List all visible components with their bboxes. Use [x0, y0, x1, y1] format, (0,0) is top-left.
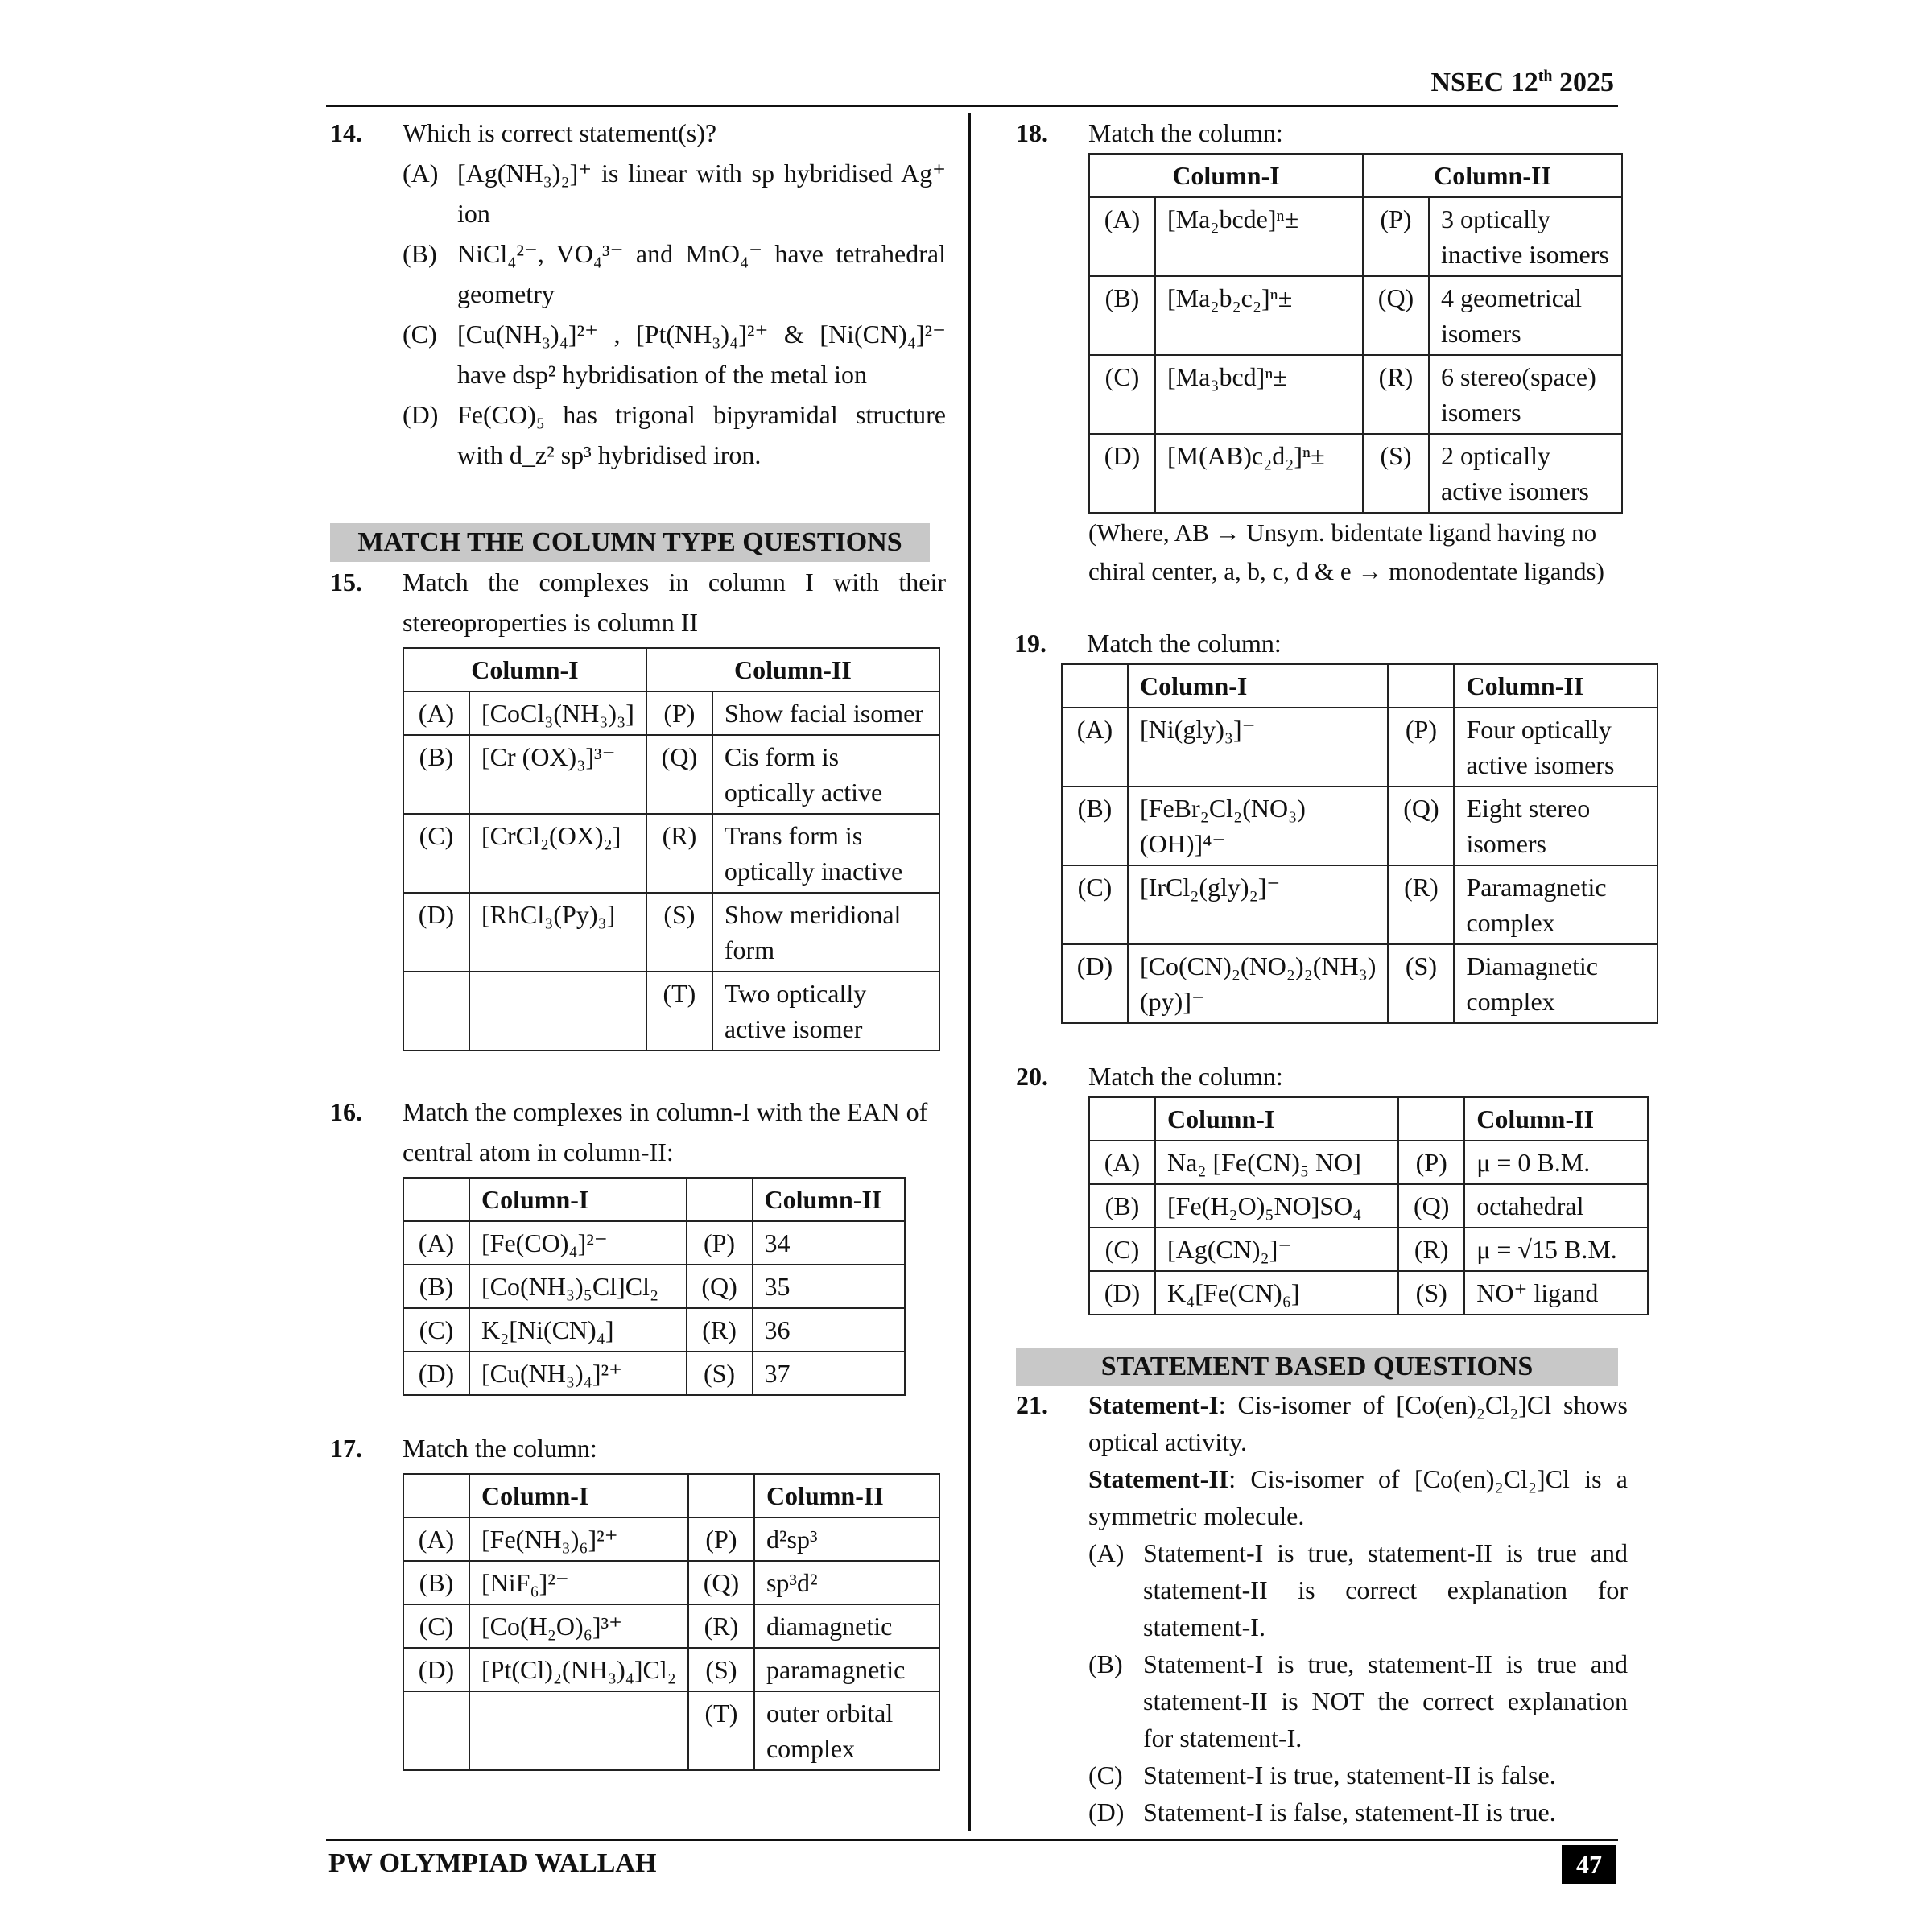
- question-stem: Which is correct statement(s)?: [402, 118, 717, 147]
- question-17: 17. Match the column: Column-I Column-II (A) [Fe(NH₃)₆]²⁺ (P) d²sp³ (B) [NiF₆]²⁻ (Q) sp³d² (C) [Co(H₂O)₆]³⁺ (R) diamagnetic (D) [Pt(Cl)₂(NH₃)₄]Cl₂ (S) paramagnetic (T) outer orbital complex: [330, 1428, 946, 1771]
- question-stem: Match the column:: [1088, 1062, 1283, 1091]
- table-row: (B) [Fe(H₂O)₅NO]SO₄ (Q) octahedral: [1089, 1184, 1648, 1228]
- statement-2: Statement-II: Cis-isomer of [Co(en)₂Cl₂]Cl is a symmetric molecule.: [1088, 1464, 1628, 1530]
- exam-title: NSEC 12th 2025: [1430, 67, 1614, 97]
- table-row: (T) Two optically active isomer: [403, 972, 939, 1051]
- table-row: (B) [Cr (OX)₃]³⁻ (Q) Cis form is optically active: [403, 735, 939, 814]
- right-column: [1016, 113, 1628, 1831]
- table-row: (C) [Ag(CN)₂]⁻ (R) μ = √15 B.M.: [1089, 1228, 1648, 1271]
- option-d: (D) Statement-I is false, statement-II is true.: [1088, 1798, 1556, 1827]
- table-row: (B) [Co(NH₃)₅Cl]Cl₂ (Q) 35: [403, 1265, 905, 1308]
- option-c: (C) Statement-I is true, statement-II is false.: [1088, 1761, 1556, 1790]
- match-table-16: Column-I Column-II (A) [Fe(CO)₄]²⁻ (P) 34 (B) [Co(NH₃)₅Cl]Cl₂ (Q) 35 (C) K₂[Ni(CN)₄] (R) 36 (D) [Cu(NH₃)₄]²⁺ (S) 37: [402, 1177, 906, 1396]
- table-row: (C) [Ma₃bcd]ⁿ± (R) 6 stereo(space) isomers: [1089, 355, 1622, 434]
- table-row: (A) [Fe(CO)₄]²⁻ (P) 34: [403, 1221, 905, 1265]
- table-row: (A) [CoCl₃(NH₃)₃] (P) Show facial isomer: [403, 691, 939, 735]
- option-b: (B) Statement-I is true, statement-II is true and statement-II is NOT the correct explanation for statement-I.: [1088, 1649, 1628, 1752]
- table-row: (A) [Ni(gly)₃]⁻ (P) Four optically active isomers: [1062, 708, 1657, 786]
- match-table-18: Column-I Column-II (A) [Ma₂bcde]ⁿ± (P) 3 optically inactive isomers (B) [Ma₂b₂c₂]ⁿ± (Q) 4 geometrical isomers (C) [Ma₃bcd]ⁿ± (R) 6 stereo(space) isomers (D) [M(AB)c₂d₂]ⁿ± (S) 2 optically active isomers: [1088, 153, 1623, 514]
- footer-rule: [326, 1839, 1618, 1841]
- table-row: (T) outer orbital complex: [403, 1691, 939, 1770]
- question-19: 19. Match the column: Column-I Column-II (A) [Ni(gly)₃]⁻ (P) Four optically active isomers (B) [FeBr₂Cl₂(NO₃)(OH)]⁴⁻ (Q) Eight stereo isomers (C) [IrCl₂(gly)₂]⁻ (R) Paramagnetic complex (D) [Co(CN)₂(NO₂)₂(NH₃)(py)]⁻ (S) Diamagnetic complex: [1014, 623, 1628, 1024]
- header-rule: [326, 105, 1618, 107]
- table-row: (A) [Ma₂bcde]ⁿ± (P) 3 optically inactive isomers: [1089, 197, 1622, 276]
- match-table-19: Column-I Column-II (A) [Ni(gly)₃]⁻ (P) Four optically active isomers (B) [FeBr₂Cl₂(NO₃)(OH)]⁴⁻ (Q) Eight stereo isomers (C) [IrCl₂(gly)₂]⁻ (R) Paramagnetic complex (D) [Co(CN)₂(NO₂)₂(NH₃)(py)]⁻ (S) Diamagnetic complex: [1061, 663, 1658, 1024]
- question-15: 15. Match the complexes in column I with their stereoproperties is column II Column-I Column-II (A) [CoCl₃(NH₃)₃] (P) Show facial isomer (B) [Cr (OX)₃]³⁻ (Q) Cis form is optically active (C) [CrCl₂(OX)₂] (R) Trans form is optically inactive (D) [RhCl₃(Py)₃] (S) Show meridional form (T) Two optically active isomer: [330, 562, 946, 1051]
- question-stem: Match the complexes in column I with their stereoproperties is column II: [402, 568, 946, 637]
- question-stem: Match the complexes in column-I with the EAN of central atom in column-II:: [402, 1097, 928, 1166]
- table-note: (Where, AB → Unsym. bidentate ligand having no chiral center, a, b, c, d & e → monodentate ligands): [1088, 518, 1604, 585]
- table-row: (D) [M(AB)c₂d₂]ⁿ± (S) 2 optically active isomers: [1089, 434, 1622, 513]
- table-row: (D) [Cu(NH₃)₄]²⁺ (S) 37: [403, 1352, 905, 1395]
- match-table-15: Column-I Column-II (A) [CoCl₃(NH₃)₃] (P) Show facial isomer (B) [Cr (OX)₃]³⁻ (Q) Cis form is optically active (C) [CrCl₂(OX)₂] (R) Trans form is optically inactive (D) [RhCl₃(Py)₃] (S) Show meridional form (T) Two optically active isomer: [402, 647, 940, 1051]
- table-row: (C) [Co(H₂O)₆]³⁺ (R) diamagnetic: [403, 1604, 939, 1648]
- page-number: 47: [1562, 1845, 1616, 1884]
- table-row: (D) K₄[Fe(CN)₆] (S) NO⁺ ligand: [1089, 1271, 1648, 1315]
- table-row: (C) K₂[Ni(CN)₄] (R) 36: [403, 1308, 905, 1352]
- table-row: (A) [Fe(NH₃)₆]²⁺ (P) d²sp³: [403, 1517, 939, 1561]
- question-20: 20. Match the column: Column-I Column-II (A) Na₂ [Fe(CN)₅ NO] (P) μ = 0 B.M. (B) [Fe(H₂O)₅NO]SO₄ (Q) octahedral (C) [Ag(CN)₂]⁻ (R) μ = √15 B.M. (D) K₄[Fe(CN)₆] (S) NO⁺ ligand: [1016, 1056, 1628, 1315]
- question-16: 16. Match the complexes in column-I with the EAN of central atom in column-II: Column-I Column-II (A) [Fe(CO)₄]²⁻ (P) 34 (B) [Co(NH₃)₅Cl]Cl₂ (Q) 35 (C) K₂[Ni(CN)₄] (R) 36 (D) [Cu(NH₃)₄]²⁺ (S) 37: [330, 1092, 946, 1396]
- column-divider: [968, 113, 971, 1831]
- option-c: (C) [Cu(NH₃)₄]²⁺ , [Pt(NH₃)₄]²⁺ & [Ni(CN)₄]²⁻ have dsp² hybridisation of the metal ion: [402, 320, 946, 389]
- statement-1: Statement-I: Cis-isomer of [Co(en)₂Cl₂]Cl shows optical activity.: [1088, 1390, 1628, 1456]
- option-d: (D) Fe(CO)₅ has trigonal bipyramidal structure with d_z² sp³ hybridised iron.: [402, 400, 946, 469]
- table-row: (C) [CrCl₂(OX)₂] (R) Trans form is optically inactive: [403, 814, 939, 893]
- question-stem: Match the column:: [402, 1434, 597, 1463]
- table-row: (D) [Pt(Cl)₂(NH₃)₄]Cl₂ (S) paramagnetic: [403, 1648, 939, 1691]
- table-row: (D) [RhCl₃(Py)₃] (S) Show meridional form: [403, 893, 939, 972]
- left-column: [330, 113, 946, 1771]
- table-row: (B) [Ma₂b₂c₂]ⁿ± (Q) 4 geometrical isomers: [1089, 276, 1622, 355]
- match-table-20: Column-I Column-II (A) Na₂ [Fe(CN)₅ NO] (P) μ = 0 B.M. (B) [Fe(H₂O)₅NO]SO₄ (Q) octahedral (C) [Ag(CN)₂]⁻ (R) μ = √15 B.M. (D) K₄[Fe(CN)₆] (S) NO⁺ ligand: [1088, 1096, 1649, 1315]
- question-21: 21. Statement-I: Cis-isomer of [Co(en)₂Cl₂]Cl shows optical activity. Statement-II: Cis-isomer of [Co(en)₂Cl₂]Cl is a symmetric molecule. (A) Statement-I is true, statement-II is true and statement-II is correct explanation for statement-I. (B) Statement-I is true, statement-II is true and statement-II is NOT the correct explanation for statement-I. (C) Statement-I is true, statement-II is false. (D) Statement-I is false, statement-II is true.: [1016, 1386, 1628, 1831]
- section-banner-match: MATCH THE COLUMN TYPE QUESTIONS: [330, 523, 930, 562]
- question-stem: Match the column:: [1088, 118, 1283, 147]
- section-banner-statement: STATEMENT BASED QUESTIONS: [1016, 1348, 1618, 1386]
- table-row: (A) Na₂ [Fe(CN)₅ NO] (P) μ = 0 B.M.: [1089, 1141, 1648, 1184]
- option-b: (B) NiCl₄²⁻, VO₄³⁻ and MnO₄⁻ have tetrahedral geometry: [402, 239, 946, 308]
- question-14: [330, 113, 946, 475]
- table-row: (B) [FeBr₂Cl₂(NO₃)(OH)]⁴⁻ (Q) Eight stereo isomers: [1062, 786, 1657, 865]
- question-number: 14.: [330, 118, 362, 147]
- option-a: (A) Statement-I is true, statement-II is true and statement-II is correct explanation for statement-I.: [1088, 1538, 1628, 1641]
- table-row: (D) [Co(CN)₂(NO₂)₂(NH₃)(py)]⁻ (S) Diamagnetic complex: [1062, 944, 1657, 1023]
- option-a: (A) [Ag(NH₃)₂]⁺ is linear with sp hybridised Ag⁺ ion: [402, 159, 946, 228]
- question-18: 18. Match the column: Column-I Column-II (A) [Ma₂bcde]ⁿ± (P) 3 optically inactive isomers (B) [Ma₂b₂c₂]ⁿ± (Q) 4 geometrical isomers (C) [Ma₃bcd]ⁿ± (R) 6 stereo(space) isomers (D) [M(AB)c₂d₂]ⁿ± (S) 2 optically active isomers (Where, AB → Unsym. bidentate ligand having no chiral center, a, b, c, d & e → monodentate ligands): [1016, 113, 1628, 591]
- footer-brand: PW OLYMPIAD WALLAH: [328, 1848, 657, 1878]
- match-table-17: Column-I Column-II (A) [Fe(NH₃)₆]²⁺ (P) d²sp³ (B) [NiF₆]²⁻ (Q) sp³d² (C) [Co(H₂O)₆]³⁺ (R) diamagnetic (D) [Pt(Cl)₂(NH₃)₄]Cl₂ (S) paramagnetic (T) outer orbital complex: [402, 1473, 940, 1771]
- table-row: (B) [NiF₆]²⁻ (Q) sp³d²: [403, 1561, 939, 1604]
- question-stem: Match the column:: [1087, 629, 1282, 658]
- table-row: (C) [IrCl₂(gly)₂]⁻ (R) Paramagnetic complex: [1062, 865, 1657, 944]
